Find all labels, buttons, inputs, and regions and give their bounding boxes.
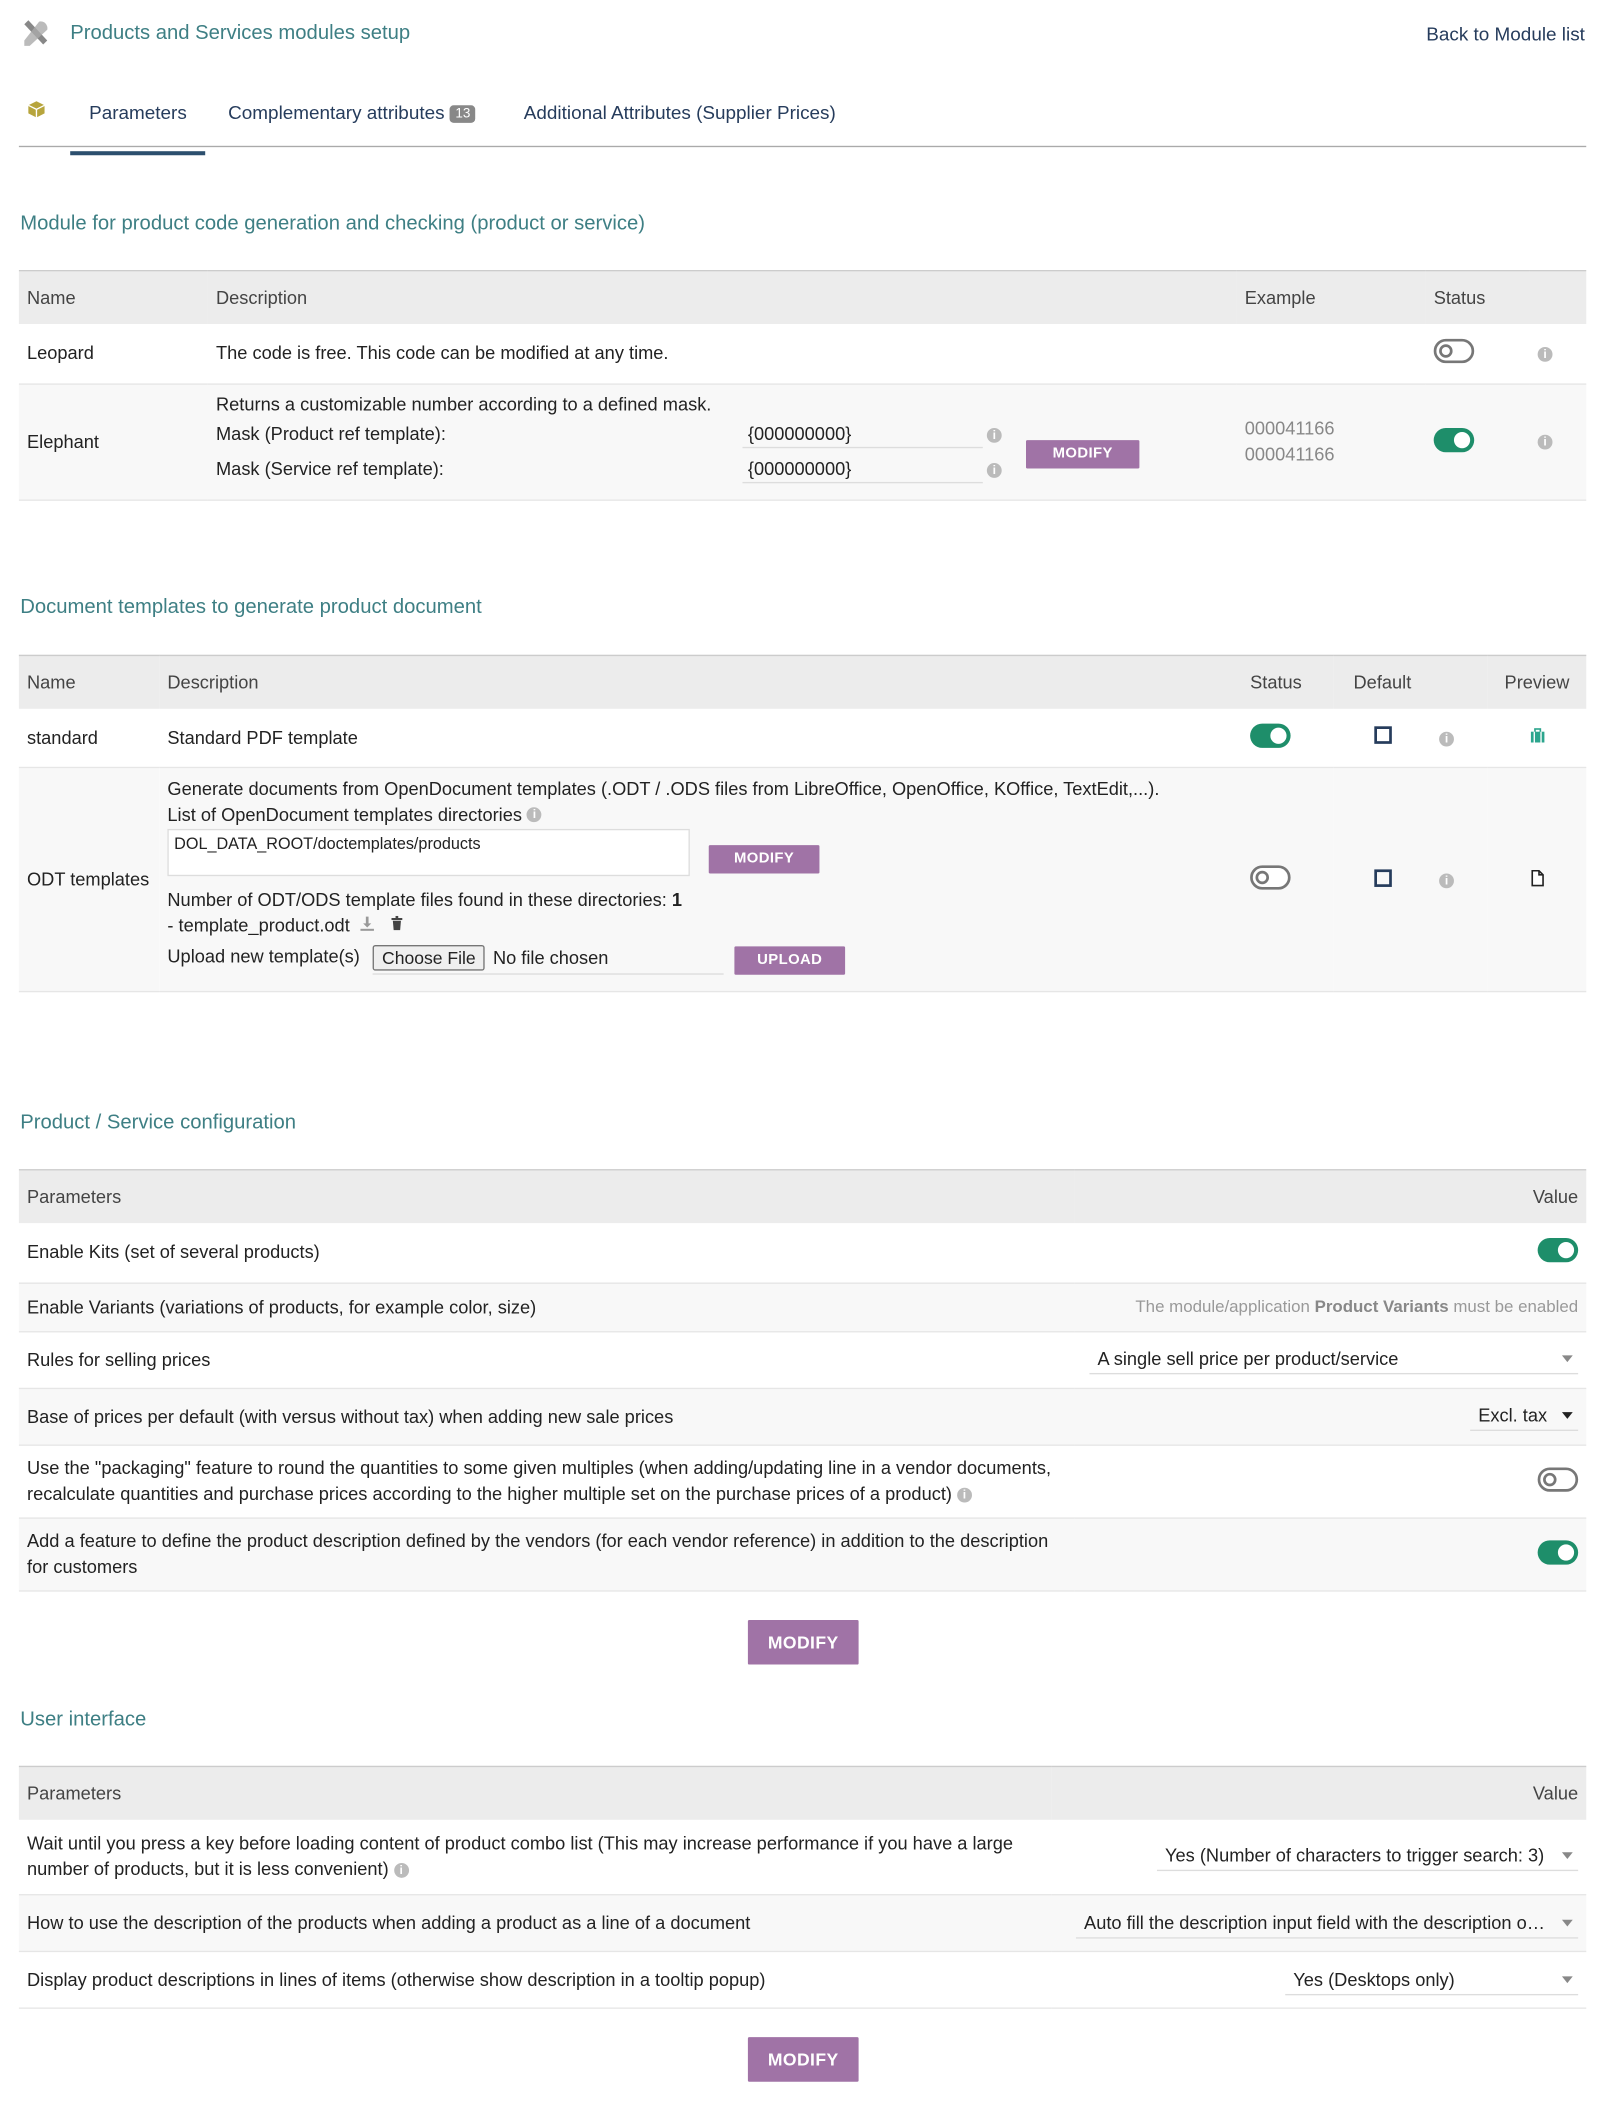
info-icon: i — [987, 428, 1002, 443]
row-name: Elephant — [19, 383, 208, 499]
row-name: standard — [19, 708, 159, 767]
row-description: Returns a customizable number according to a defined mask. — [216, 394, 712, 415]
template-dirs-textarea[interactable]: DOL_DATA_ROOT/doctemplates/products — [167, 828, 689, 875]
upload-label: Upload new template(s) — [167, 945, 360, 966]
param-label: Add a feature to define the product description defined by the vendors (for each vendor reference) in addition to the description — [27, 1530, 1049, 1552]
vendor-description-toggle[interactable] — [1538, 1540, 1579, 1564]
col-name: Name — [27, 671, 76, 692]
template-count-value: 1 — [671, 888, 683, 910]
dirs-label: List of OpenDocument templates directories — [167, 803, 522, 825]
modify-dirs-button[interactable]: MODIFY — [709, 844, 820, 872]
status-toggle[interactable] — [1434, 427, 1475, 451]
table-row — [19, 1517, 1586, 1590]
section-title-doc-templates: Document templates to generate product document — [20, 594, 482, 618]
page-header — [0, 0, 1606, 70]
row-description: Standard PDF template — [159, 708, 1242, 767]
user-interface-table — [19, 1765, 1586, 2009]
mask-service-label: Mask (Service ref template): — [216, 459, 444, 480]
tab-bar — [19, 70, 1586, 147]
mask-service-input[interactable]: {000000000} — [743, 456, 983, 483]
table-row — [19, 1445, 1586, 1518]
odt-description: Generate documents from OpenDocument templates (.ODT / .ODS files from LibreOffice, OpenOffice, KOffice, TextEdit,...). — [167, 778, 1160, 799]
param-label: Base of prices per default (with versus without tax) when adding new sale prices — [19, 1388, 1074, 1445]
col-default: Default — [1353, 671, 1412, 692]
tools-icon — [20, 18, 52, 50]
col-parameters: Parameters — [27, 1186, 122, 1207]
info-icon: i — [1439, 731, 1454, 746]
chevron-down-icon — [1562, 1355, 1573, 1362]
chevron-down-icon — [1562, 1853, 1573, 1860]
tab-complementary-attributes-label: Complementary attributes — [228, 101, 445, 123]
col-preview: Preview — [1504, 671, 1570, 692]
table-row — [19, 1819, 1586, 1895]
table-row — [19, 383, 1586, 499]
page-title: Products and Services modules setup — [70, 21, 411, 45]
info-icon: i — [957, 1488, 972, 1503]
param-label: Use the "packaging" feature to round the quantities to some given multiples (when adding/updating line in a vendor documents, — [27, 1458, 1052, 1479]
template-file-name: - template_product.odt — [167, 914, 350, 935]
section-title-code-module: Module for product code generation and checking (product or service) — [20, 211, 645, 235]
col-parameters: Parameters — [27, 1782, 122, 1803]
count-badge: 13 — [450, 105, 476, 123]
tab-additional-attributes[interactable]: Additional Attributes (Supplier Prices) — [523, 101, 836, 123]
info-icon: i — [1538, 347, 1553, 362]
chevron-down-icon — [1562, 1919, 1573, 1926]
choose-file-button[interactable]: Choose File — [373, 944, 486, 970]
tab-parameters[interactable]: Parameters — [70, 101, 205, 155]
combo-search-select[interactable]: Yes (Number of characters to trigger search: 3) — [1157, 1842, 1578, 1872]
col-status: Status — [1250, 671, 1302, 692]
col-value: Value — [1532, 1186, 1579, 1207]
chevron-down-icon — [1562, 1976, 1573, 1983]
code-module-table — [19, 270, 1586, 500]
packaging-toggle[interactable] — [1538, 1467, 1579, 1491]
table-row — [19, 1388, 1586, 1445]
col-name: Name — [27, 287, 76, 308]
col-example: Example — [1244, 287, 1316, 308]
modify-mask-button[interactable]: MODIFY — [1026, 440, 1139, 468]
col-value: Value — [1532, 1782, 1579, 1803]
col-status: Status — [1433, 287, 1486, 308]
mask-product-input[interactable]: {000000000} — [743, 421, 983, 448]
variants-notice: The module/application Product Variants must be enabled — [1074, 1283, 1586, 1332]
mask-product-label: Mask (Product ref template): — [216, 423, 446, 445]
doc-templates-table — [19, 654, 1586, 992]
table-row — [19, 324, 1586, 383]
table-row — [19, 767, 1586, 991]
info-icon: i — [527, 808, 542, 823]
product-config-table — [19, 1169, 1586, 1591]
upload-button[interactable]: UPLOAD — [734, 946, 845, 974]
price-base-select[interactable]: Excl. tax — [1470, 1401, 1578, 1431]
file-icon — [1529, 869, 1545, 887]
status-toggle[interactable] — [1250, 865, 1291, 889]
row-description: The code is free. This code can be modified at any time. — [208, 324, 1237, 383]
table-row — [19, 1283, 1586, 1332]
chevron-down-icon — [1562, 1412, 1573, 1419]
back-to-module-list-link[interactable]: Back to Module list — [1426, 22, 1585, 45]
selling-price-rules-select[interactable]: A single sell price per product/service — [1089, 1345, 1578, 1375]
table-row — [19, 1331, 1586, 1388]
row-name: Leopard — [19, 324, 208, 383]
description-display-select[interactable]: Yes (Desktops only) — [1285, 1965, 1578, 1995]
param-label: How to use the description of the products when adding a product as a line of a document — [19, 1895, 1052, 1952]
box-icon — [27, 100, 46, 119]
param-label-cont: for customers — [27, 1556, 138, 1577]
download-icon[interactable] — [359, 915, 375, 931]
default-checkbox[interactable] — [1374, 727, 1392, 745]
param-label-cont: recalculate quantities and purchase prices according to the higher multiple set on the purchase prices of a product) — [27, 1483, 952, 1504]
modify-user-interface-button[interactable]: MODIFY — [748, 2037, 859, 2082]
table-row — [19, 1951, 1586, 2008]
table-row — [19, 1223, 1586, 1282]
row-name: ODT templates — [19, 767, 159, 991]
table-row — [19, 1895, 1586, 1952]
info-icon: i — [987, 463, 1002, 478]
info-icon: i — [1439, 873, 1454, 888]
example-value: 000041166 — [1244, 418, 1335, 439]
trash-icon[interactable] — [388, 915, 404, 931]
param-label: Rules for selling prices — [19, 1331, 1074, 1388]
description-usage-select[interactable]: Auto fill the description input field with the description o… — [1076, 1908, 1578, 1938]
col-description: Description — [216, 287, 308, 308]
col-description: Description — [167, 671, 259, 692]
no-file-chosen-text: No file chosen — [492, 947, 609, 968]
tab-complementary-attributes[interactable] — [228, 101, 476, 123]
enable-kits-toggle[interactable] — [1538, 1238, 1579, 1262]
status-toggle[interactable] — [1434, 339, 1475, 363]
param-label: Display product descriptions in lines of items (otherwise show description in a tooltip popup) — [19, 1951, 1052, 2008]
info-icon: i — [394, 1863, 409, 1878]
preview-icon[interactable] — [1529, 727, 1545, 743]
template-count-label: Number of ODT/ODS template files found in these directories: — [167, 888, 667, 910]
param-label: Enable Kits (set of several products) — [19, 1223, 1074, 1282]
default-checkbox[interactable] — [1374, 869, 1392, 887]
section-title-user-interface: User interface — [20, 1707, 147, 1731]
param-label: Enable Variants (variations of products, for example color, size) — [19, 1283, 1074, 1332]
modify-product-config-button[interactable]: MODIFY — [748, 1619, 859, 1664]
table-row — [19, 708, 1586, 767]
info-icon: i — [1538, 435, 1553, 450]
status-toggle[interactable] — [1250, 723, 1291, 747]
section-title-product-config: Product / Service configuration — [20, 1111, 297, 1134]
param-label-cont: number of products, but it is less convenient) — [27, 1859, 389, 1880]
example-value: 000041166 — [1244, 444, 1335, 465]
param-label: Wait until you press a key before loading content of product combo list (This may increase performance if you have a large — [27, 1833, 1014, 1854]
